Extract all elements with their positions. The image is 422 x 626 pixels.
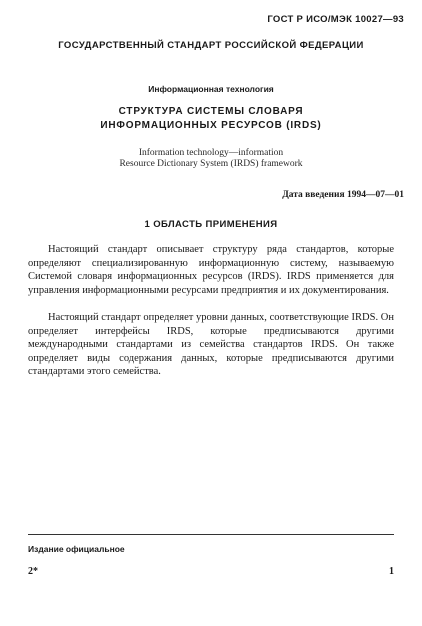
edition-note: Издание официальное — [28, 544, 125, 554]
introduction-date: Дата введения 1994—07—01 — [282, 190, 404, 200]
document-title — [0, 105, 422, 133]
paragraph-text: Настоящий стандарт определяет уровни данных, соответствующие IRDS. Он определяет интерфейсы IRDS, которые предписываются другими международными стандартами из семейства стандартов IRDS. Он также определяет виды содержания данных, которые предписываются другими стандартами этого семейства. — [28, 312, 394, 378]
section-heading: 1 ОБЛАСТЬ ПРИМЕНЕНИЯ — [144, 219, 278, 230]
standard-code: ГОСТ Р ИСО/МЭК 10027—93 — [267, 14, 404, 25]
section-paragraph-1 — [28, 243, 394, 297]
page-number: 1 — [389, 566, 394, 577]
footer-divider — [28, 534, 394, 535]
signature-mark: 2* — [28, 566, 38, 577]
document-subject: Информационная технология — [148, 84, 274, 94]
standard-header: ГОСУДАРСТВЕННЫЙ СТАНДАРТ РОССИЙСКОЙ ФЕДЕРАЦИИ — [58, 40, 364, 51]
section-paragraph-2 — [28, 311, 394, 379]
title-en-line-1: Information technology—information — [138, 148, 284, 158]
title-line-1: СТРУКТУРА СИСТЕМЫ СЛОВАРЯ — [118, 106, 304, 117]
document-title-english — [0, 148, 422, 170]
title-line-2: ИНФОРМАЦИОННЫХ РЕСУРСОВ (IRDS) — [100, 120, 322, 131]
paragraph-text: Настоящий стандарт описывает структуру ряда стандартов, которые определяют специализированную информационную систему, называемую Системой словаря информационных ресурсов (IRDS). IRDS применяется для управления информационными ресурсами предприятия и их документирования. — [28, 244, 394, 296]
title-en-line-2: Resource Dictionary System (IRDS) framework — [119, 159, 303, 169]
